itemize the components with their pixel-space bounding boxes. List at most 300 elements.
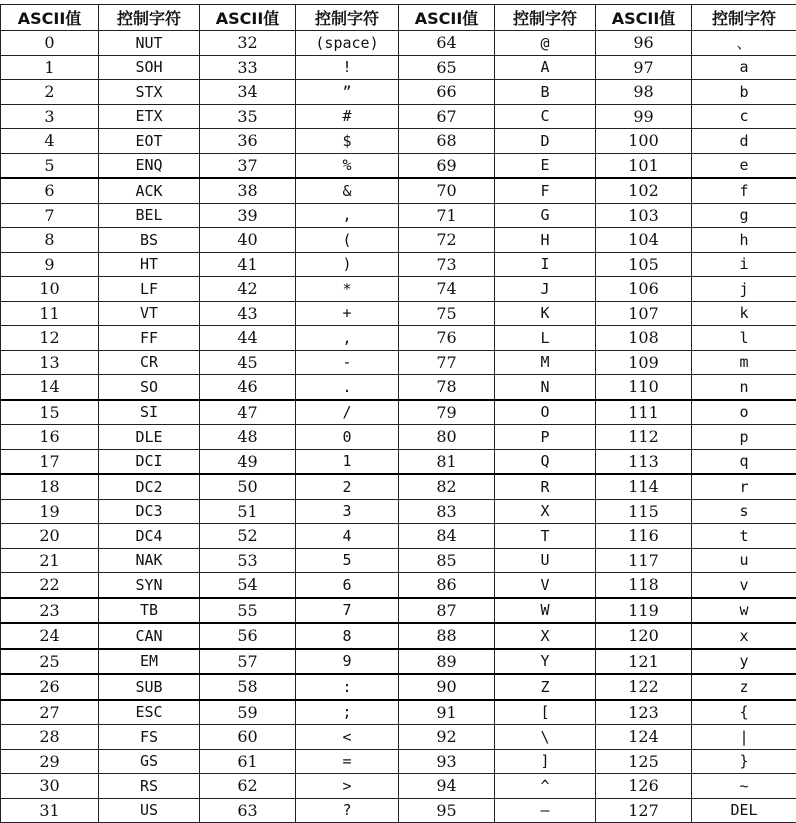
char-cell: A xyxy=(495,55,596,80)
ascii-value-cell: 82 xyxy=(399,474,495,499)
ascii-value-cell: 59 xyxy=(200,700,296,725)
char-cell: DC3 xyxy=(99,499,200,524)
ascii-value-cell: 76 xyxy=(399,326,495,351)
ascii-value-cell: 63 xyxy=(200,798,296,823)
ascii-value-cell: 45 xyxy=(200,350,296,375)
char-cell: u xyxy=(692,548,796,573)
table-row xyxy=(1,375,796,400)
char-cell: ; xyxy=(296,700,399,725)
char-cell: EM xyxy=(99,649,200,675)
ascii-value-cell: 115 xyxy=(596,499,692,524)
ascii-value-cell: 84 xyxy=(399,524,495,549)
ascii-value-cell: 94 xyxy=(399,774,495,799)
ascii-value-cell: 65 xyxy=(399,55,495,80)
char-cell: 7 xyxy=(296,598,399,624)
ascii-value-cell: 118 xyxy=(596,573,692,598)
char-cell: \ xyxy=(495,725,596,750)
char-cell: @ xyxy=(495,31,596,56)
char-cell: i xyxy=(692,252,796,277)
table-row xyxy=(1,31,796,56)
table-row xyxy=(1,400,796,425)
char-cell: N xyxy=(495,375,596,400)
char-cell: H xyxy=(495,228,596,253)
char-cell: f xyxy=(692,178,796,203)
ascii-value-cell: 88 xyxy=(399,623,495,649)
ascii-value-cell: 37 xyxy=(200,153,296,178)
ascii-table xyxy=(0,4,796,823)
header-ascii-value: ASCII值 xyxy=(1,5,99,31)
ascii-value-cell: 103 xyxy=(596,203,692,228)
ascii-value-cell: 58 xyxy=(200,674,296,700)
ascii-value-cell: 67 xyxy=(399,104,495,129)
ascii-value-cell: 126 xyxy=(596,774,692,799)
ascii-value-cell: 127 xyxy=(596,798,692,823)
ascii-value-cell: 55 xyxy=(200,598,296,624)
table-row xyxy=(1,228,796,253)
char-cell: RS xyxy=(99,774,200,799)
ascii-value-cell: 40 xyxy=(200,228,296,253)
ascii-value-cell: 95 xyxy=(399,798,495,823)
table-header xyxy=(1,5,796,31)
ascii-value-cell: 54 xyxy=(200,573,296,598)
char-cell: l xyxy=(692,326,796,351)
ascii-value-cell: 61 xyxy=(200,749,296,774)
char-cell: ( xyxy=(296,228,399,253)
ascii-value-cell: 20 xyxy=(1,524,99,549)
header-control-char: 控制字符 xyxy=(692,5,796,31)
ascii-value-cell: 32 xyxy=(200,31,296,56)
table-row xyxy=(1,80,796,105)
char-cell: $ xyxy=(296,129,399,154)
char-cell: z xyxy=(692,674,796,700)
char-cell: = xyxy=(296,749,399,774)
table-row xyxy=(1,499,796,524)
ascii-value-cell: 50 xyxy=(200,474,296,499)
ascii-value-cell: 25 xyxy=(1,649,99,675)
char-cell: c xyxy=(692,104,796,129)
char-cell: CAN xyxy=(99,623,200,649)
char-cell: ] xyxy=(495,749,596,774)
char-cell: SUB xyxy=(99,674,200,700)
char-cell: 5 xyxy=(296,548,399,573)
char-cell: y xyxy=(692,649,796,675)
ascii-value-cell: 122 xyxy=(596,674,692,700)
ascii-value-cell: 111 xyxy=(596,400,692,425)
char-cell: B xyxy=(495,80,596,105)
char-cell: o xyxy=(692,400,796,425)
ascii-value-cell: 9 xyxy=(1,252,99,277)
header-control-char: 控制字符 xyxy=(99,5,200,31)
char-cell: Q xyxy=(495,449,596,474)
table-row xyxy=(1,649,796,675)
ascii-value-cell: 4 xyxy=(1,129,99,154)
ascii-value-cell: 100 xyxy=(596,129,692,154)
table-row xyxy=(1,252,796,277)
char-cell: LF xyxy=(99,277,200,302)
char-cell: DLE xyxy=(99,425,200,450)
char-cell: US xyxy=(99,798,200,823)
ascii-value-cell: 64 xyxy=(399,31,495,56)
ascii-value-cell: 80 xyxy=(399,425,495,450)
char-cell: G xyxy=(495,203,596,228)
char-cell: q xyxy=(692,449,796,474)
ascii-value-cell: 23 xyxy=(1,598,99,624)
ascii-value-cell: 102 xyxy=(596,178,692,203)
char-cell: W xyxy=(495,598,596,624)
ascii-value-cell: 125 xyxy=(596,749,692,774)
table-row xyxy=(1,573,796,598)
ascii-value-cell: 38 xyxy=(200,178,296,203)
ascii-value-cell: 91 xyxy=(399,700,495,725)
char-cell: DC4 xyxy=(99,524,200,549)
ascii-value-cell: 77 xyxy=(399,350,495,375)
char-cell: J xyxy=(495,277,596,302)
ascii-value-cell: 14 xyxy=(1,375,99,400)
ascii-value-cell: 15 xyxy=(1,400,99,425)
char-cell: C xyxy=(495,104,596,129)
table-row xyxy=(1,524,796,549)
table-row xyxy=(1,277,796,302)
char-cell: h xyxy=(692,228,796,253)
char-cell: 4 xyxy=(296,524,399,549)
table-row xyxy=(1,749,796,774)
ascii-value-cell: 87 xyxy=(399,598,495,624)
char-cell: FF xyxy=(99,326,200,351)
char-cell: STX xyxy=(99,80,200,105)
char-cell: m xyxy=(692,350,796,375)
char-cell: 3 xyxy=(296,499,399,524)
char-cell: — xyxy=(495,798,596,823)
ascii-value-cell: 24 xyxy=(1,623,99,649)
char-cell: ACK xyxy=(99,178,200,203)
ascii-value-cell: 28 xyxy=(1,725,99,750)
table-row xyxy=(1,425,796,450)
char-cell: GS xyxy=(99,749,200,774)
char-cell: 2 xyxy=(296,474,399,499)
table-row xyxy=(1,350,796,375)
char-cell: FS xyxy=(99,725,200,750)
table-row xyxy=(1,700,796,725)
char-cell: t xyxy=(692,524,796,549)
char-cell: x xyxy=(692,623,796,649)
char-cell: CR xyxy=(99,350,200,375)
ascii-value-cell: 69 xyxy=(399,153,495,178)
char-cell: R xyxy=(495,474,596,499)
char-cell: * xyxy=(296,277,399,302)
char-cell: M xyxy=(495,350,596,375)
ascii-value-cell: 19 xyxy=(1,499,99,524)
char-cell: ~ xyxy=(692,774,796,799)
ascii-value-cell: 105 xyxy=(596,252,692,277)
ascii-value-cell: 41 xyxy=(200,252,296,277)
ascii-value-cell: 104 xyxy=(596,228,692,253)
ascii-value-cell: 30 xyxy=(1,774,99,799)
ascii-value-cell: 21 xyxy=(1,548,99,573)
char-cell: SOH xyxy=(99,55,200,80)
char-cell: EOT xyxy=(99,129,200,154)
char-cell: X xyxy=(495,623,596,649)
table-row xyxy=(1,474,796,499)
ascii-value-cell: 85 xyxy=(399,548,495,573)
ascii-value-cell: 106 xyxy=(596,277,692,302)
table-row xyxy=(1,153,796,178)
ascii-value-cell: 5 xyxy=(1,153,99,178)
char-cell: v xyxy=(692,573,796,598)
char-cell: 1 xyxy=(296,449,399,474)
char-cell: V xyxy=(495,573,596,598)
char-cell: + xyxy=(296,301,399,326)
ascii-value-cell: 6 xyxy=(1,178,99,203)
header-row xyxy=(1,5,796,31)
char-cell: b xyxy=(692,80,796,105)
char-cell: k xyxy=(692,301,796,326)
ascii-value-cell: 48 xyxy=(200,425,296,450)
table-row xyxy=(1,203,796,228)
ascii-value-cell: 7 xyxy=(1,203,99,228)
char-cell: K xyxy=(495,301,596,326)
char-cell: VT xyxy=(99,301,200,326)
header-ascii-value: ASCII值 xyxy=(200,5,296,31)
ascii-value-cell: 42 xyxy=(200,277,296,302)
char-cell: BEL xyxy=(99,203,200,228)
ascii-value-cell: 16 xyxy=(1,425,99,450)
ascii-value-cell: 98 xyxy=(596,80,692,105)
char-cell: NAK xyxy=(99,548,200,573)
char-cell: DC2 xyxy=(99,474,200,499)
char-cell: P xyxy=(495,425,596,450)
char-cell: 9 xyxy=(296,649,399,675)
char-cell: O xyxy=(495,400,596,425)
ascii-value-cell: 89 xyxy=(399,649,495,675)
char-cell: | xyxy=(692,725,796,750)
char-cell: w xyxy=(692,598,796,624)
char-cell: . xyxy=(296,375,399,400)
char-cell: ^ xyxy=(495,774,596,799)
char-cell: ENQ xyxy=(99,153,200,178)
char-cell: F xyxy=(495,178,596,203)
table-row xyxy=(1,178,796,203)
char-cell: , xyxy=(296,326,399,351)
char-cell: DEL xyxy=(692,798,796,823)
ascii-value-cell: 112 xyxy=(596,425,692,450)
ascii-value-cell: 10 xyxy=(1,277,99,302)
ascii-value-cell: 72 xyxy=(399,228,495,253)
char-cell: % xyxy=(296,153,399,178)
ascii-value-cell: 113 xyxy=(596,449,692,474)
ascii-value-cell: 49 xyxy=(200,449,296,474)
char-cell: NUT xyxy=(99,31,200,56)
char-cell: < xyxy=(296,725,399,750)
char-cell: > xyxy=(296,774,399,799)
ascii-value-cell: 35 xyxy=(200,104,296,129)
ascii-value-cell: 62 xyxy=(200,774,296,799)
char-cell: : xyxy=(296,674,399,700)
char-cell: j xyxy=(692,277,796,302)
ascii-value-cell: 123 xyxy=(596,700,692,725)
char-cell: DCI xyxy=(99,449,200,474)
ascii-value-cell: 119 xyxy=(596,598,692,624)
char-cell: (space) xyxy=(296,31,399,56)
ascii-value-cell: 46 xyxy=(200,375,296,400)
ascii-value-cell: 68 xyxy=(399,129,495,154)
ascii-value-cell: 93 xyxy=(399,749,495,774)
table-row xyxy=(1,449,796,474)
ascii-value-cell: 0 xyxy=(1,31,99,56)
char-cell: 0 xyxy=(296,425,399,450)
char-cell: 8 xyxy=(296,623,399,649)
table-row xyxy=(1,798,796,823)
ascii-value-cell: 92 xyxy=(399,725,495,750)
ascii-value-cell: 27 xyxy=(1,700,99,725)
char-cell: D xyxy=(495,129,596,154)
header-control-char: 控制字符 xyxy=(296,5,399,31)
char-cell: SI xyxy=(99,400,200,425)
ascii-value-cell: 57 xyxy=(200,649,296,675)
ascii-value-cell: 75 xyxy=(399,301,495,326)
char-cell: d xyxy=(692,129,796,154)
header-control-char: 控制字符 xyxy=(495,5,596,31)
ascii-value-cell: 110 xyxy=(596,375,692,400)
char-cell: HT xyxy=(99,252,200,277)
ascii-value-cell: 12 xyxy=(1,326,99,351)
ascii-value-cell: 3 xyxy=(1,104,99,129)
table-row xyxy=(1,774,796,799)
char-cell: p xyxy=(692,425,796,450)
ascii-value-cell: 39 xyxy=(200,203,296,228)
ascii-value-cell: 90 xyxy=(399,674,495,700)
char-cell: / xyxy=(296,400,399,425)
char-cell: E xyxy=(495,153,596,178)
char-cell: n xyxy=(692,375,796,400)
table-row xyxy=(1,301,796,326)
ascii-value-cell: 114 xyxy=(596,474,692,499)
ascii-value-cell: 29 xyxy=(1,749,99,774)
ascii-value-cell: 121 xyxy=(596,649,692,675)
ascii-value-cell: 13 xyxy=(1,350,99,375)
ascii-value-cell: 78 xyxy=(399,375,495,400)
ascii-value-cell: 120 xyxy=(596,623,692,649)
table-row xyxy=(1,55,796,80)
char-cell: g xyxy=(692,203,796,228)
char-cell: T xyxy=(495,524,596,549)
ascii-value-cell: 8 xyxy=(1,228,99,253)
ascii-value-cell: 47 xyxy=(200,400,296,425)
char-cell: 、 xyxy=(692,31,796,56)
ascii-value-cell: 33 xyxy=(200,55,296,80)
char-cell: ” xyxy=(296,80,399,105)
char-cell: Y xyxy=(495,649,596,675)
char-cell: } xyxy=(692,749,796,774)
ascii-value-cell: 44 xyxy=(200,326,296,351)
char-cell: X xyxy=(495,499,596,524)
ascii-value-cell: 26 xyxy=(1,674,99,700)
char-cell: & xyxy=(296,178,399,203)
ascii-value-cell: 1 xyxy=(1,55,99,80)
char-cell: s xyxy=(692,499,796,524)
ascii-value-cell: 117 xyxy=(596,548,692,573)
char-cell: ESC xyxy=(99,700,200,725)
ascii-value-cell: 74 xyxy=(399,277,495,302)
ascii-value-cell: 86 xyxy=(399,573,495,598)
char-cell: SYN xyxy=(99,573,200,598)
char-cell: I xyxy=(495,252,596,277)
char-cell: { xyxy=(692,700,796,725)
char-cell: - xyxy=(296,350,399,375)
ascii-value-cell: 66 xyxy=(399,80,495,105)
ascii-value-cell: 96 xyxy=(596,31,692,56)
ascii-value-cell: 116 xyxy=(596,524,692,549)
char-cell: L xyxy=(495,326,596,351)
char-cell: 6 xyxy=(296,573,399,598)
ascii-value-cell: 22 xyxy=(1,573,99,598)
ascii-value-cell: 101 xyxy=(596,153,692,178)
header-ascii-value: ASCII值 xyxy=(399,5,495,31)
ascii-value-cell: 52 xyxy=(200,524,296,549)
ascii-value-cell: 83 xyxy=(399,499,495,524)
ascii-value-cell: 108 xyxy=(596,326,692,351)
char-cell: r xyxy=(692,474,796,499)
char-cell: Z xyxy=(495,674,596,700)
ascii-value-cell: 71 xyxy=(399,203,495,228)
ascii-value-cell: 99 xyxy=(596,104,692,129)
char-cell: U xyxy=(495,548,596,573)
char-cell: e xyxy=(692,153,796,178)
ascii-value-cell: 124 xyxy=(596,725,692,750)
ascii-value-cell: 73 xyxy=(399,252,495,277)
ascii-value-cell: 18 xyxy=(1,474,99,499)
char-cell: , xyxy=(296,203,399,228)
ascii-value-cell: 79 xyxy=(399,400,495,425)
ascii-value-cell: 97 xyxy=(596,55,692,80)
ascii-value-cell: 43 xyxy=(200,301,296,326)
table-body xyxy=(1,31,796,823)
table-row xyxy=(1,623,796,649)
ascii-value-cell: 81 xyxy=(399,449,495,474)
char-cell: BS xyxy=(99,228,200,253)
ascii-value-cell: 70 xyxy=(399,178,495,203)
header-ascii-value: ASCII值 xyxy=(596,5,692,31)
char-cell: [ xyxy=(495,700,596,725)
ascii-value-cell: 60 xyxy=(200,725,296,750)
char-cell: TB xyxy=(99,598,200,624)
char-cell: ETX xyxy=(99,104,200,129)
ascii-value-cell: 17 xyxy=(1,449,99,474)
ascii-value-cell: 34 xyxy=(200,80,296,105)
ascii-value-cell: 2 xyxy=(1,80,99,105)
ascii-value-cell: 53 xyxy=(200,548,296,573)
table-row xyxy=(1,129,796,154)
char-cell: ! xyxy=(296,55,399,80)
ascii-value-cell: 56 xyxy=(200,623,296,649)
char-cell: a xyxy=(692,55,796,80)
char-cell: ? xyxy=(296,798,399,823)
table-row xyxy=(1,598,796,624)
ascii-value-cell: 11 xyxy=(1,301,99,326)
table-row xyxy=(1,725,796,750)
table-row xyxy=(1,326,796,351)
char-cell: SO xyxy=(99,375,200,400)
char-cell: ) xyxy=(296,252,399,277)
ascii-value-cell: 107 xyxy=(596,301,692,326)
char-cell: # xyxy=(296,104,399,129)
ascii-value-cell: 36 xyxy=(200,129,296,154)
table-row xyxy=(1,674,796,700)
table-row xyxy=(1,104,796,129)
ascii-value-cell: 109 xyxy=(596,350,692,375)
table-row xyxy=(1,548,796,573)
ascii-value-cell: 51 xyxy=(200,499,296,524)
ascii-value-cell: 31 xyxy=(1,798,99,823)
